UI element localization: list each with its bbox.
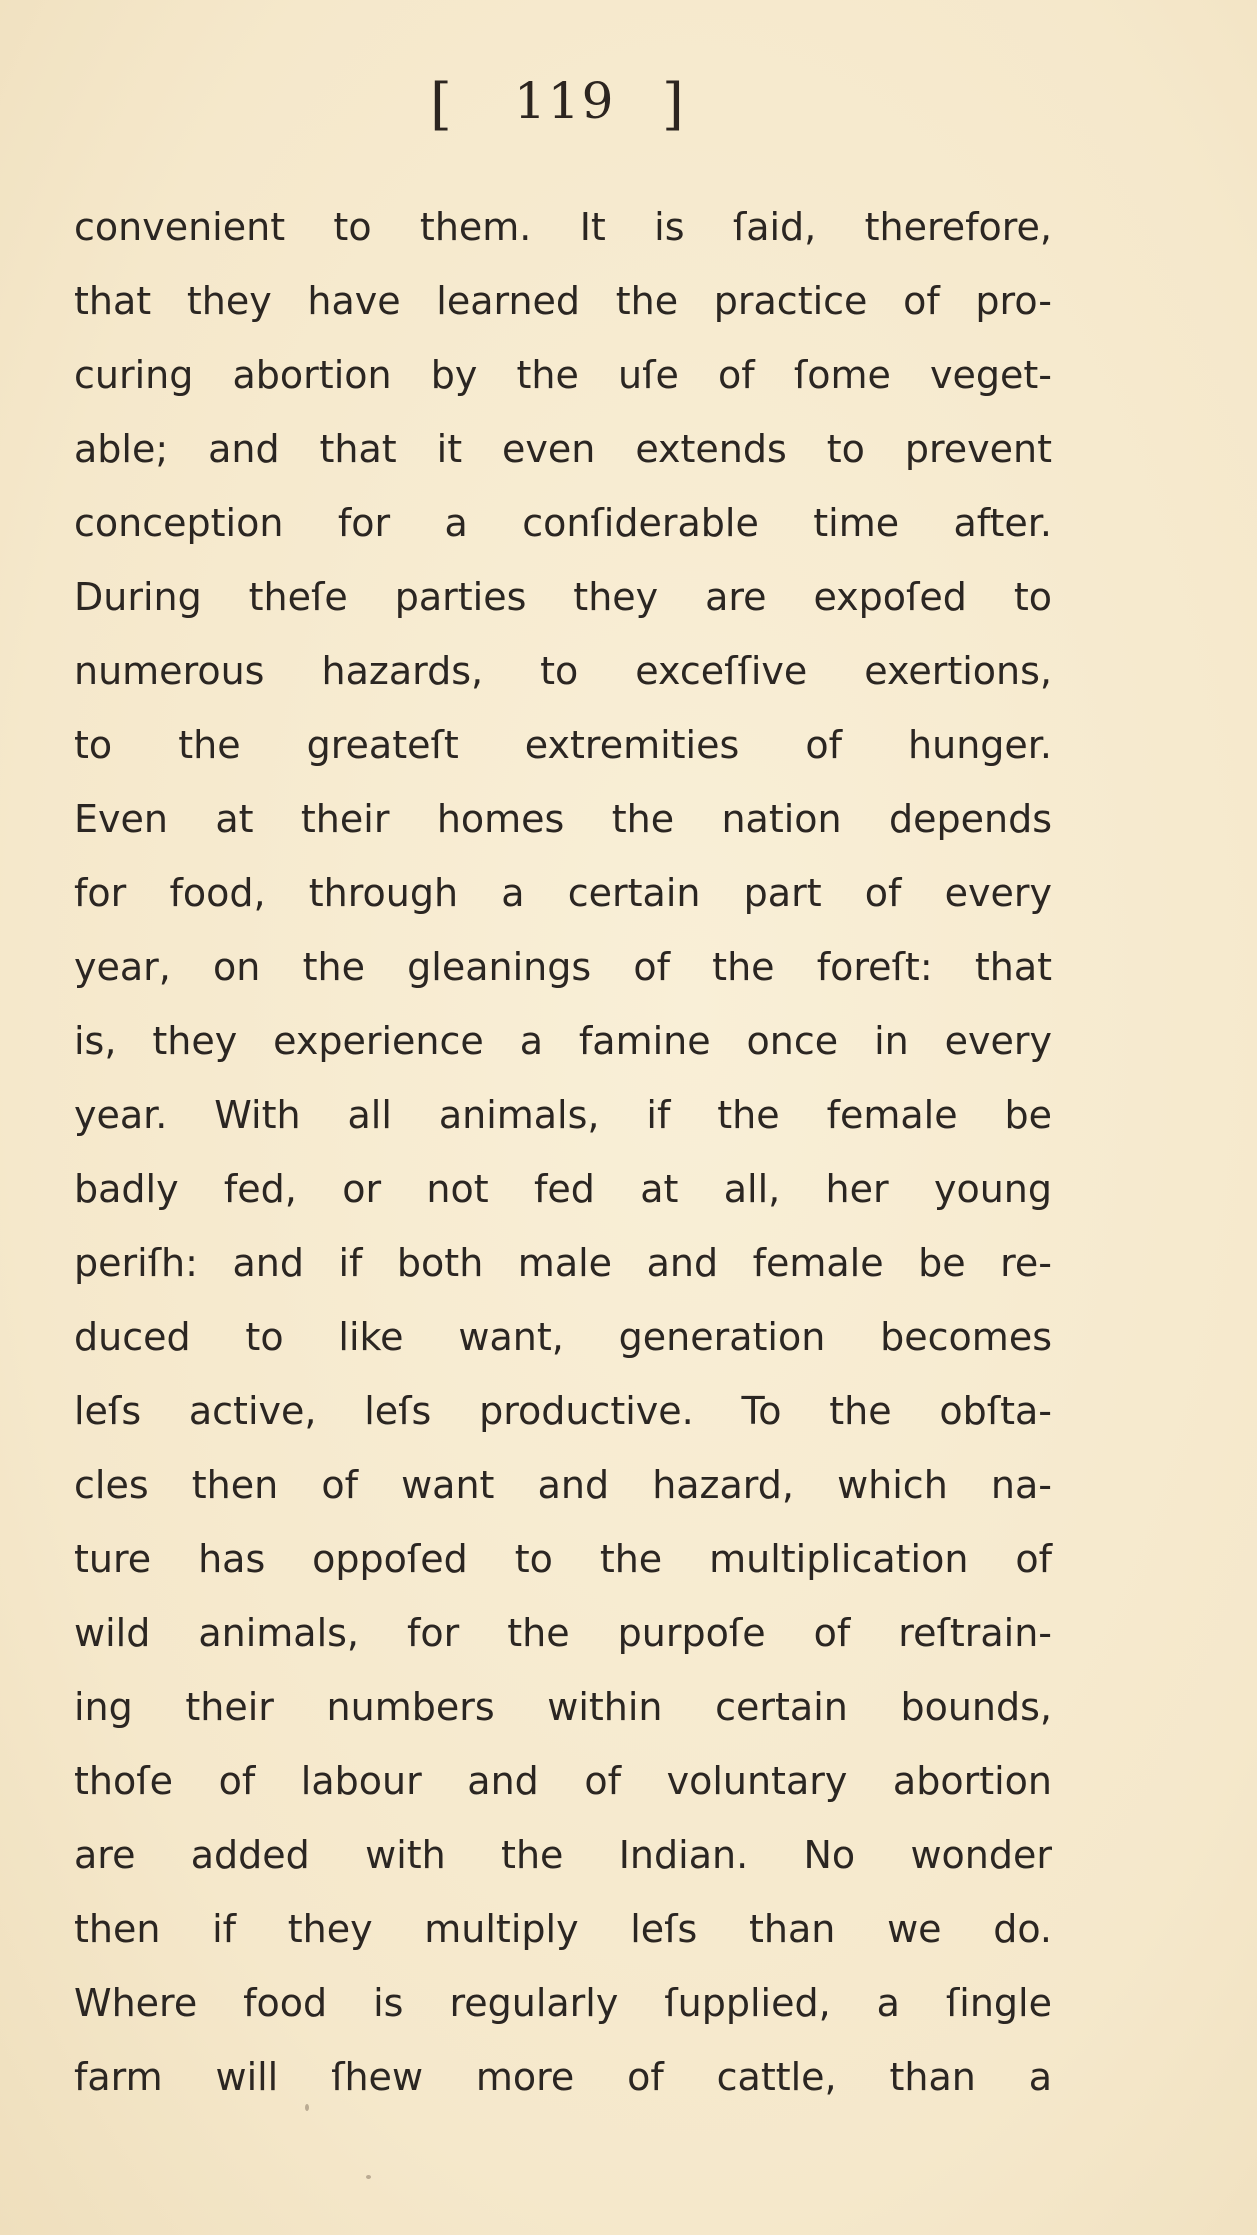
text-line: then if they multiply leſs than we do.: [74, 1907, 1052, 1951]
text-line: conception for a conſiderable time after.: [74, 501, 1052, 545]
text-line: duced to like want, generation becomes: [74, 1315, 1052, 1359]
text-line: to the greateſt extremities of hunger.: [74, 723, 1052, 767]
text-line: is, they experience a famine once in every: [74, 1019, 1052, 1063]
text-line: convenient to them. It is ſaid, therefore,: [74, 205, 1052, 249]
page-header: [430, 70, 710, 140]
text-line: ture has oppoſed to the multiplication of: [74, 1537, 1052, 1581]
text-line: cles then of want and hazard, which na-: [74, 1463, 1052, 1507]
text-line: farm will ſhew more of cattle, than a: [74, 2055, 1052, 2099]
header-left-bracket: [: [430, 72, 452, 137]
text-line: leſs active, leſs productive. To the obſta-: [74, 1389, 1052, 1433]
text-line: are added with the Indian. No wonder: [74, 1833, 1052, 1877]
text-line: curing abortion by the uſe of ſome veget-: [74, 353, 1052, 397]
text-line: year, on the gleanings of the foreſt: that: [74, 945, 1052, 989]
text-line: During theſe parties they are expoſed to: [74, 575, 1052, 619]
text-line: Even at their homes the nation depends: [74, 797, 1052, 841]
text-line: periſh: and if both male and female be re-: [74, 1241, 1052, 1285]
text-line: able; and that it even extends to prevent: [74, 427, 1052, 471]
paper-speck: [305, 2104, 309, 2111]
body-text: [74, 190, 1052, 2114]
header-right-bracket: ]: [662, 72, 684, 137]
paper-speck: [366, 2175, 371, 2179]
text-line: that they have learned the practice of pro-: [74, 279, 1052, 323]
text-line: for food, through a certain part of every: [74, 871, 1052, 915]
page-number: 119: [514, 72, 616, 130]
text-line: year. With all animals, if the female be: [74, 1093, 1052, 1137]
text-line: wild animals, for the purpoſe of reſtrain-: [74, 1611, 1052, 1655]
text-line: Where food is regularly ſupplied, a ſingle: [74, 1981, 1052, 2025]
text-line: numerous hazards, to exceſſive exertions,: [74, 649, 1052, 693]
text-line: ing their numbers within certain bounds,: [74, 1685, 1052, 1729]
text-line: thoſe of labour and of voluntary abortion: [74, 1759, 1052, 1803]
text-line: badly fed, or not fed at all, her young: [74, 1167, 1052, 1211]
